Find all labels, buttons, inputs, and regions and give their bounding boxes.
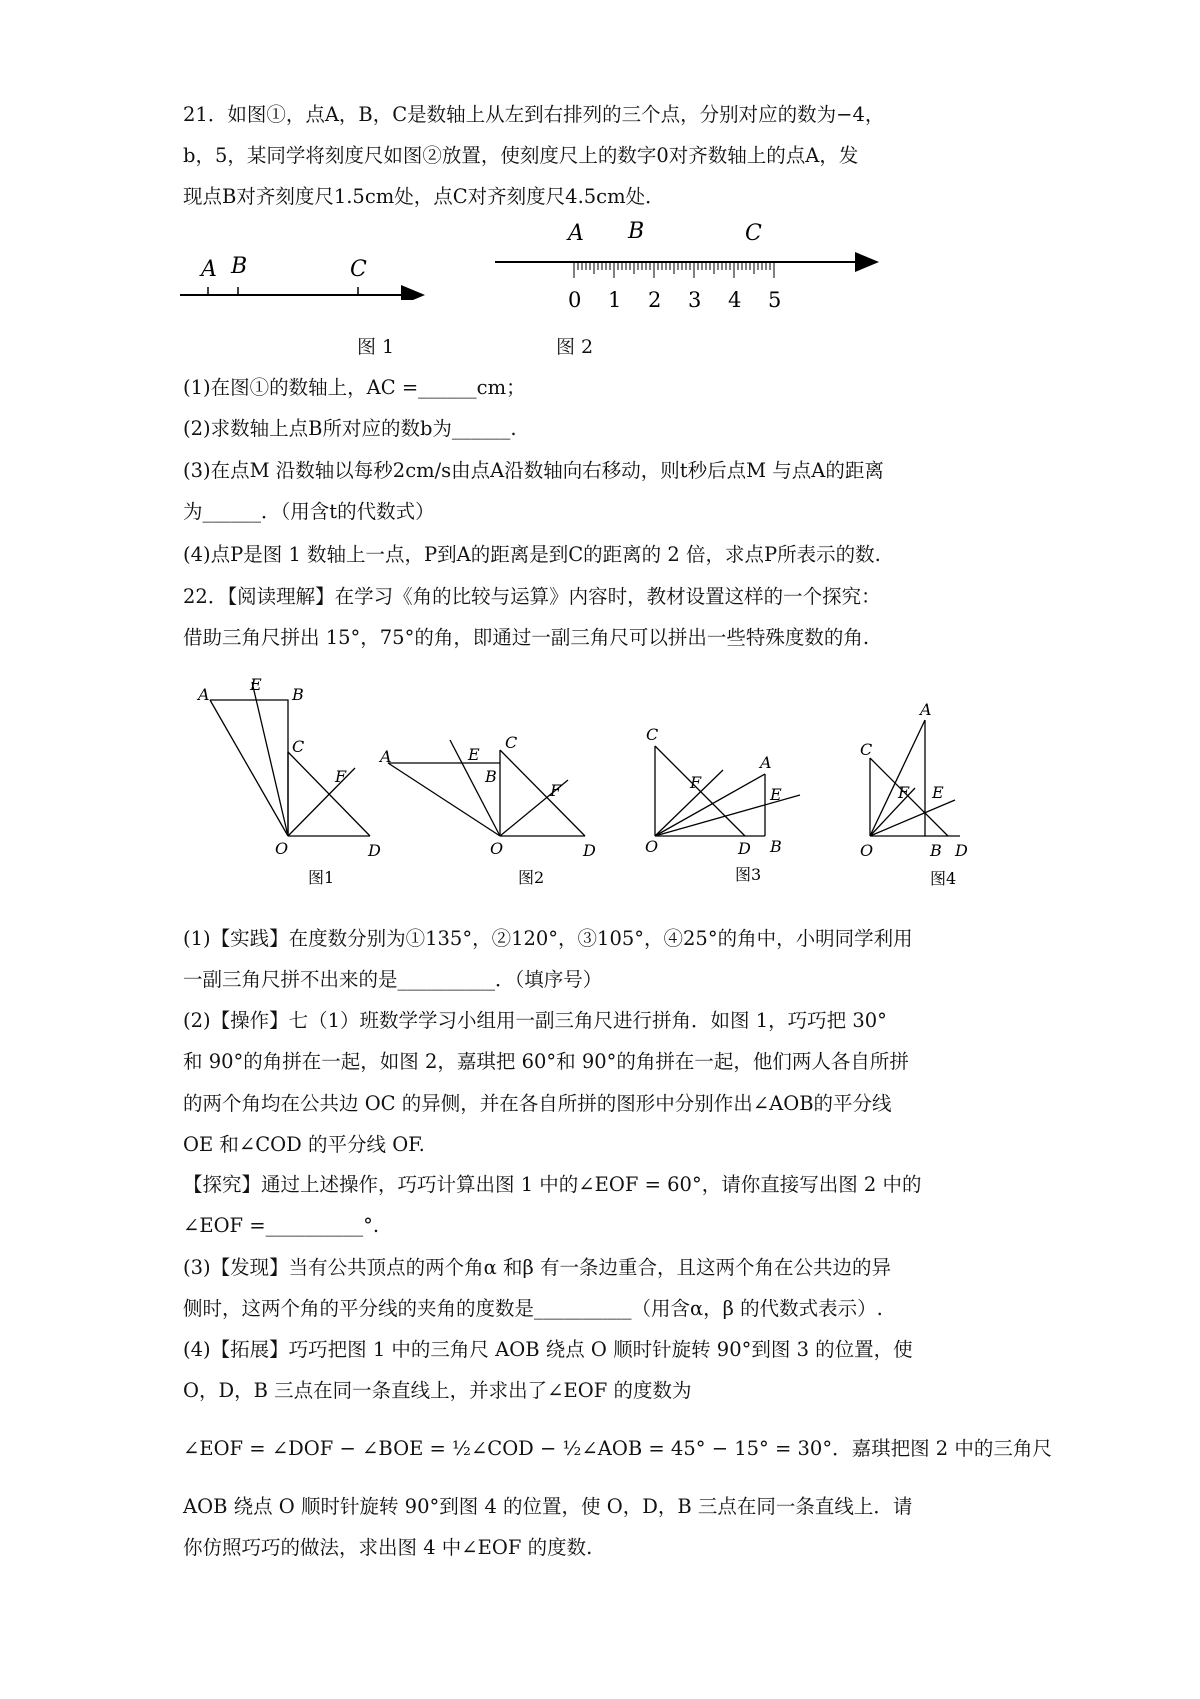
q21-part-4: (4)点P是图 1 数轴上一点，P到A的距离是到C的距离的 2 倍，求点P所表示的数. bbox=[183, 543, 881, 566]
ruler-point-A-label: A bbox=[568, 221, 584, 246]
fig2-label-D: D bbox=[583, 841, 596, 860]
fig3-label-B: B bbox=[770, 837, 782, 856]
q21-part-3: (3)在点M 沿数轴以每秒2cm/s由点A沿数轴向右移动，则t秒后点M 与点A的距离 bbox=[183, 459, 884, 482]
fig3-label-F: F bbox=[690, 773, 702, 792]
q21-part-1: (1)在图①的数轴上，AC =______cm； bbox=[183, 376, 526, 399]
fig4-label-C: C bbox=[860, 740, 873, 759]
ruler-number-0: 0 bbox=[568, 288, 582, 312]
fig3-caption: 图3 bbox=[735, 865, 762, 884]
fig3-label-C: C bbox=[646, 725, 659, 744]
q22-part-3: (3)【发现】当有公共顶点的两个角α 和β 有一条边重合，且这两个角在公共边的异 bbox=[183, 1256, 891, 1279]
number-line-figure-1 bbox=[175, 240, 435, 300]
ruler-figure-2 bbox=[490, 220, 885, 320]
fig1-caption: 图1 bbox=[308, 868, 335, 887]
point-B-label: B bbox=[231, 254, 248, 279]
fig2-label-O: O bbox=[490, 839, 504, 858]
q22-explore-line-1: 【探究】通过上述操作，巧巧计算出图 1 中的∠EOF = 60°，请你直接写出图 2 中的 bbox=[183, 1173, 922, 1196]
ruler-number-5: 5 bbox=[768, 288, 782, 312]
q22-part-2-line-2: 和 90°的角拼在一起，如图 2，嘉琪把 60°和 90°的角拼在一起，他们两人各自所拼 bbox=[183, 1050, 909, 1073]
fig2-caption: 图2 bbox=[518, 868, 545, 887]
point-C-label: C bbox=[350, 257, 367, 282]
q22-part-4-equation: ∠EOF = ∠DOF − ∠BOE = ½∠COD − ½∠AOB = 45° − 15° = 30°．嘉琪把图 2 中的三角尺 bbox=[183, 1437, 1052, 1460]
fig4-label-F: F bbox=[898, 783, 910, 802]
q22-intro-line-1: 22．【阅读理解】在学习《角的比较与运算》内容时，教材设置这样的一个探究： bbox=[183, 585, 881, 608]
figure-1-caption: 图 1 bbox=[357, 336, 395, 358]
q22-part-4-line-4: AOB 绕点 O 顺时针旋转 90°到图 4 的位置，使 O，D，B 三点在同一条直线上．请 bbox=[183, 1495, 913, 1518]
figure-4-drawing bbox=[870, 720, 960, 836]
figure-2-caption: 图 2 bbox=[556, 336, 594, 358]
fig4-caption: 图4 bbox=[930, 869, 957, 888]
q22-part-2-line-3: 的两个角均在公共边 OC 的异侧，并在各自所拼的图形中分别作出∠AOB的平分线 bbox=[183, 1092, 892, 1115]
ruler-number-1: 1 bbox=[608, 288, 622, 312]
fig1-label-E: E bbox=[250, 675, 262, 694]
fig3-label-A: A bbox=[760, 753, 772, 772]
q22-part-4-line-2: O，D，B 三点在同一条直线上，并求出了∠EOF 的度数为 bbox=[183, 1379, 692, 1402]
fig2-label-C: C bbox=[505, 733, 518, 752]
ruler-number-3: 3 bbox=[688, 288, 702, 312]
q21-line-2: b，5，某同学将刻度尺如图②放置，使刻度尺上的数字0对齐数轴上的点A，发 bbox=[183, 144, 859, 167]
fig4-label-O: O bbox=[860, 841, 874, 860]
fig2-label-B: B bbox=[485, 767, 497, 786]
ruler-number-4: 4 bbox=[728, 288, 742, 312]
fig4-label-A: A bbox=[920, 700, 932, 719]
q22-part-2-line-4: OE 和∠COD 的平分线 OF. bbox=[183, 1133, 425, 1156]
fig3-label-D: D bbox=[738, 839, 751, 858]
q22-part-4-line-5: 你仿照巧巧的做法，求出图 4 中∠EOF 的度数. bbox=[183, 1536, 593, 1559]
fig2-label-E: E bbox=[468, 745, 480, 764]
q21-line-1: 21．如图①，点A，B，C是数轴上从左到右排列的三个点，分别对应的数为−4， bbox=[183, 103, 885, 126]
q22-intro-line-2: 借助三角尺拼出 15°，75°的角，即通过一副三角尺可以拼出一些特殊度数的角. bbox=[183, 626, 870, 649]
fig3-label-O: O bbox=[645, 837, 659, 856]
ruler-point-B-label: B bbox=[628, 220, 645, 244]
q22-part-3-continued: 侧时，这两个角的平分线的夹角的度数是__________（用含α，β 的代数式表示）. bbox=[183, 1297, 883, 1320]
fig2-label-A: A bbox=[380, 747, 392, 766]
fig1-label-A: A bbox=[198, 685, 210, 704]
ruler-point-C-label: C bbox=[745, 221, 762, 246]
q22-part-1: (1)【实践】在度数分别为①135°，②120°，③105°，④25°的角中，小明同学利用 bbox=[183, 927, 913, 950]
triangle-rulers-figures bbox=[180, 670, 1140, 900]
fig1-label-D: D bbox=[368, 841, 381, 860]
fig4-label-D: D bbox=[955, 841, 968, 860]
ruler-number-2: 2 bbox=[648, 288, 662, 312]
fig1-label-C: C bbox=[292, 737, 305, 756]
fig2-label-F: F bbox=[550, 781, 562, 800]
q22-part-4: (4)【拓展】巧巧把图 1 中的三角尺 AOB 绕点 O 顺时针旋转 90°到图 3 的位置，使 bbox=[183, 1338, 913, 1361]
fig4-label-B: B bbox=[930, 841, 942, 860]
fig1-label-F: F bbox=[335, 767, 347, 786]
fig1-label-B: B bbox=[292, 685, 304, 704]
figure-1-drawing bbox=[210, 682, 370, 836]
q22-explore-line-2: ∠EOF =__________°. bbox=[183, 1214, 380, 1237]
q22-part-2: (2)【操作】七（1）班数学学习小组用一副三角尺进行拼角．如图 1，巧巧把 30° bbox=[183, 1009, 887, 1032]
q22-part-1-continued: 一副三角尺拼不出来的是__________．（填序号） bbox=[183, 968, 603, 991]
q21-line-3: 现点B对齐刻度尺1.5cm处，点C对齐刻度尺4.5cm处． bbox=[183, 185, 665, 208]
fig3-label-E: E bbox=[770, 785, 782, 804]
point-A-label: A bbox=[201, 257, 217, 282]
q21-part-3-continued: 为______．（用含t的代数式） bbox=[183, 500, 435, 523]
ruler-ticks bbox=[574, 262, 774, 278]
q21-part-2: (2)求数轴上点B所对应的数b为______. bbox=[183, 417, 517, 440]
fig1-label-O: O bbox=[275, 839, 289, 858]
fig4-label-E: E bbox=[932, 783, 944, 802]
